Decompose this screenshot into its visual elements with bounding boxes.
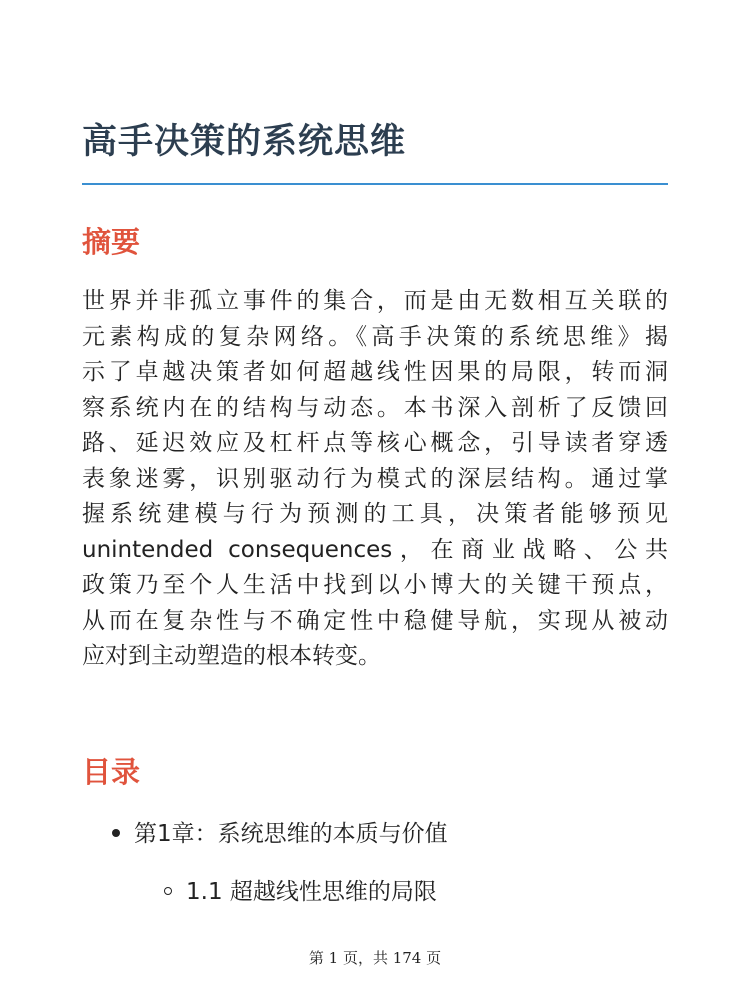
abstract-line: 握系统建模与行为预测的工具，决策者能够预见 <box>82 501 668 527</box>
bullet-circle-icon <box>164 887 172 895</box>
abstract-line: 从而在复杂性与不确定性中稳健导航，实现从被动 <box>82 607 668 634</box>
toc-chapter-item[interactable] <box>112 816 448 852</box>
abstract-heading: 摘要 <box>82 225 141 259</box>
abstract-line: 世界并非孤立事件的集合，而是由无数相互关联的 <box>82 288 668 314</box>
page-number-footer: 第 1 页，共 174 页 <box>308 949 442 967</box>
toc-heading: 目录 <box>82 755 141 789</box>
bullet-disc-icon <box>112 829 120 837</box>
toc-section-item[interactable] <box>164 874 437 910</box>
toc-section-label: 1.1 超越线性思维的局限 <box>186 879 437 905</box>
abstract-line: 察系统内在的结构与动态。本书深入剖析了反馈回 <box>82 394 668 421</box>
abstract-line: unintended consequences，在商业战略、公共 <box>82 536 668 563</box>
document-title: 高手决策的系统思维 <box>82 122 407 162</box>
abstract-line: 示了卓越决策者如何超越线性因果的局限，转而洞 <box>82 359 668 385</box>
title-divider <box>82 183 668 185</box>
abstract-line: 路、延迟效应及杠杆点等核心概念，引导读者穿透 <box>82 430 668 456</box>
abstract-line: 表象迷雾，识别驱动行为模式的深层结构。通过掌 <box>82 465 668 492</box>
toc-chapter-label: 第1章：系统思维的本质与价值 <box>134 821 448 847</box>
abstract-line: 元素构成的复杂网络。《高手决策的系统思维》揭 <box>82 323 668 350</box>
document-page <box>82 0 668 1000</box>
abstract-line: 应对到主动塑造的根本转变。 <box>82 643 381 669</box>
abstract-line: 政策乃至个人生活中找到以小博大的关键干预点， <box>82 572 668 598</box>
abstract-paragraph <box>82 284 668 675</box>
